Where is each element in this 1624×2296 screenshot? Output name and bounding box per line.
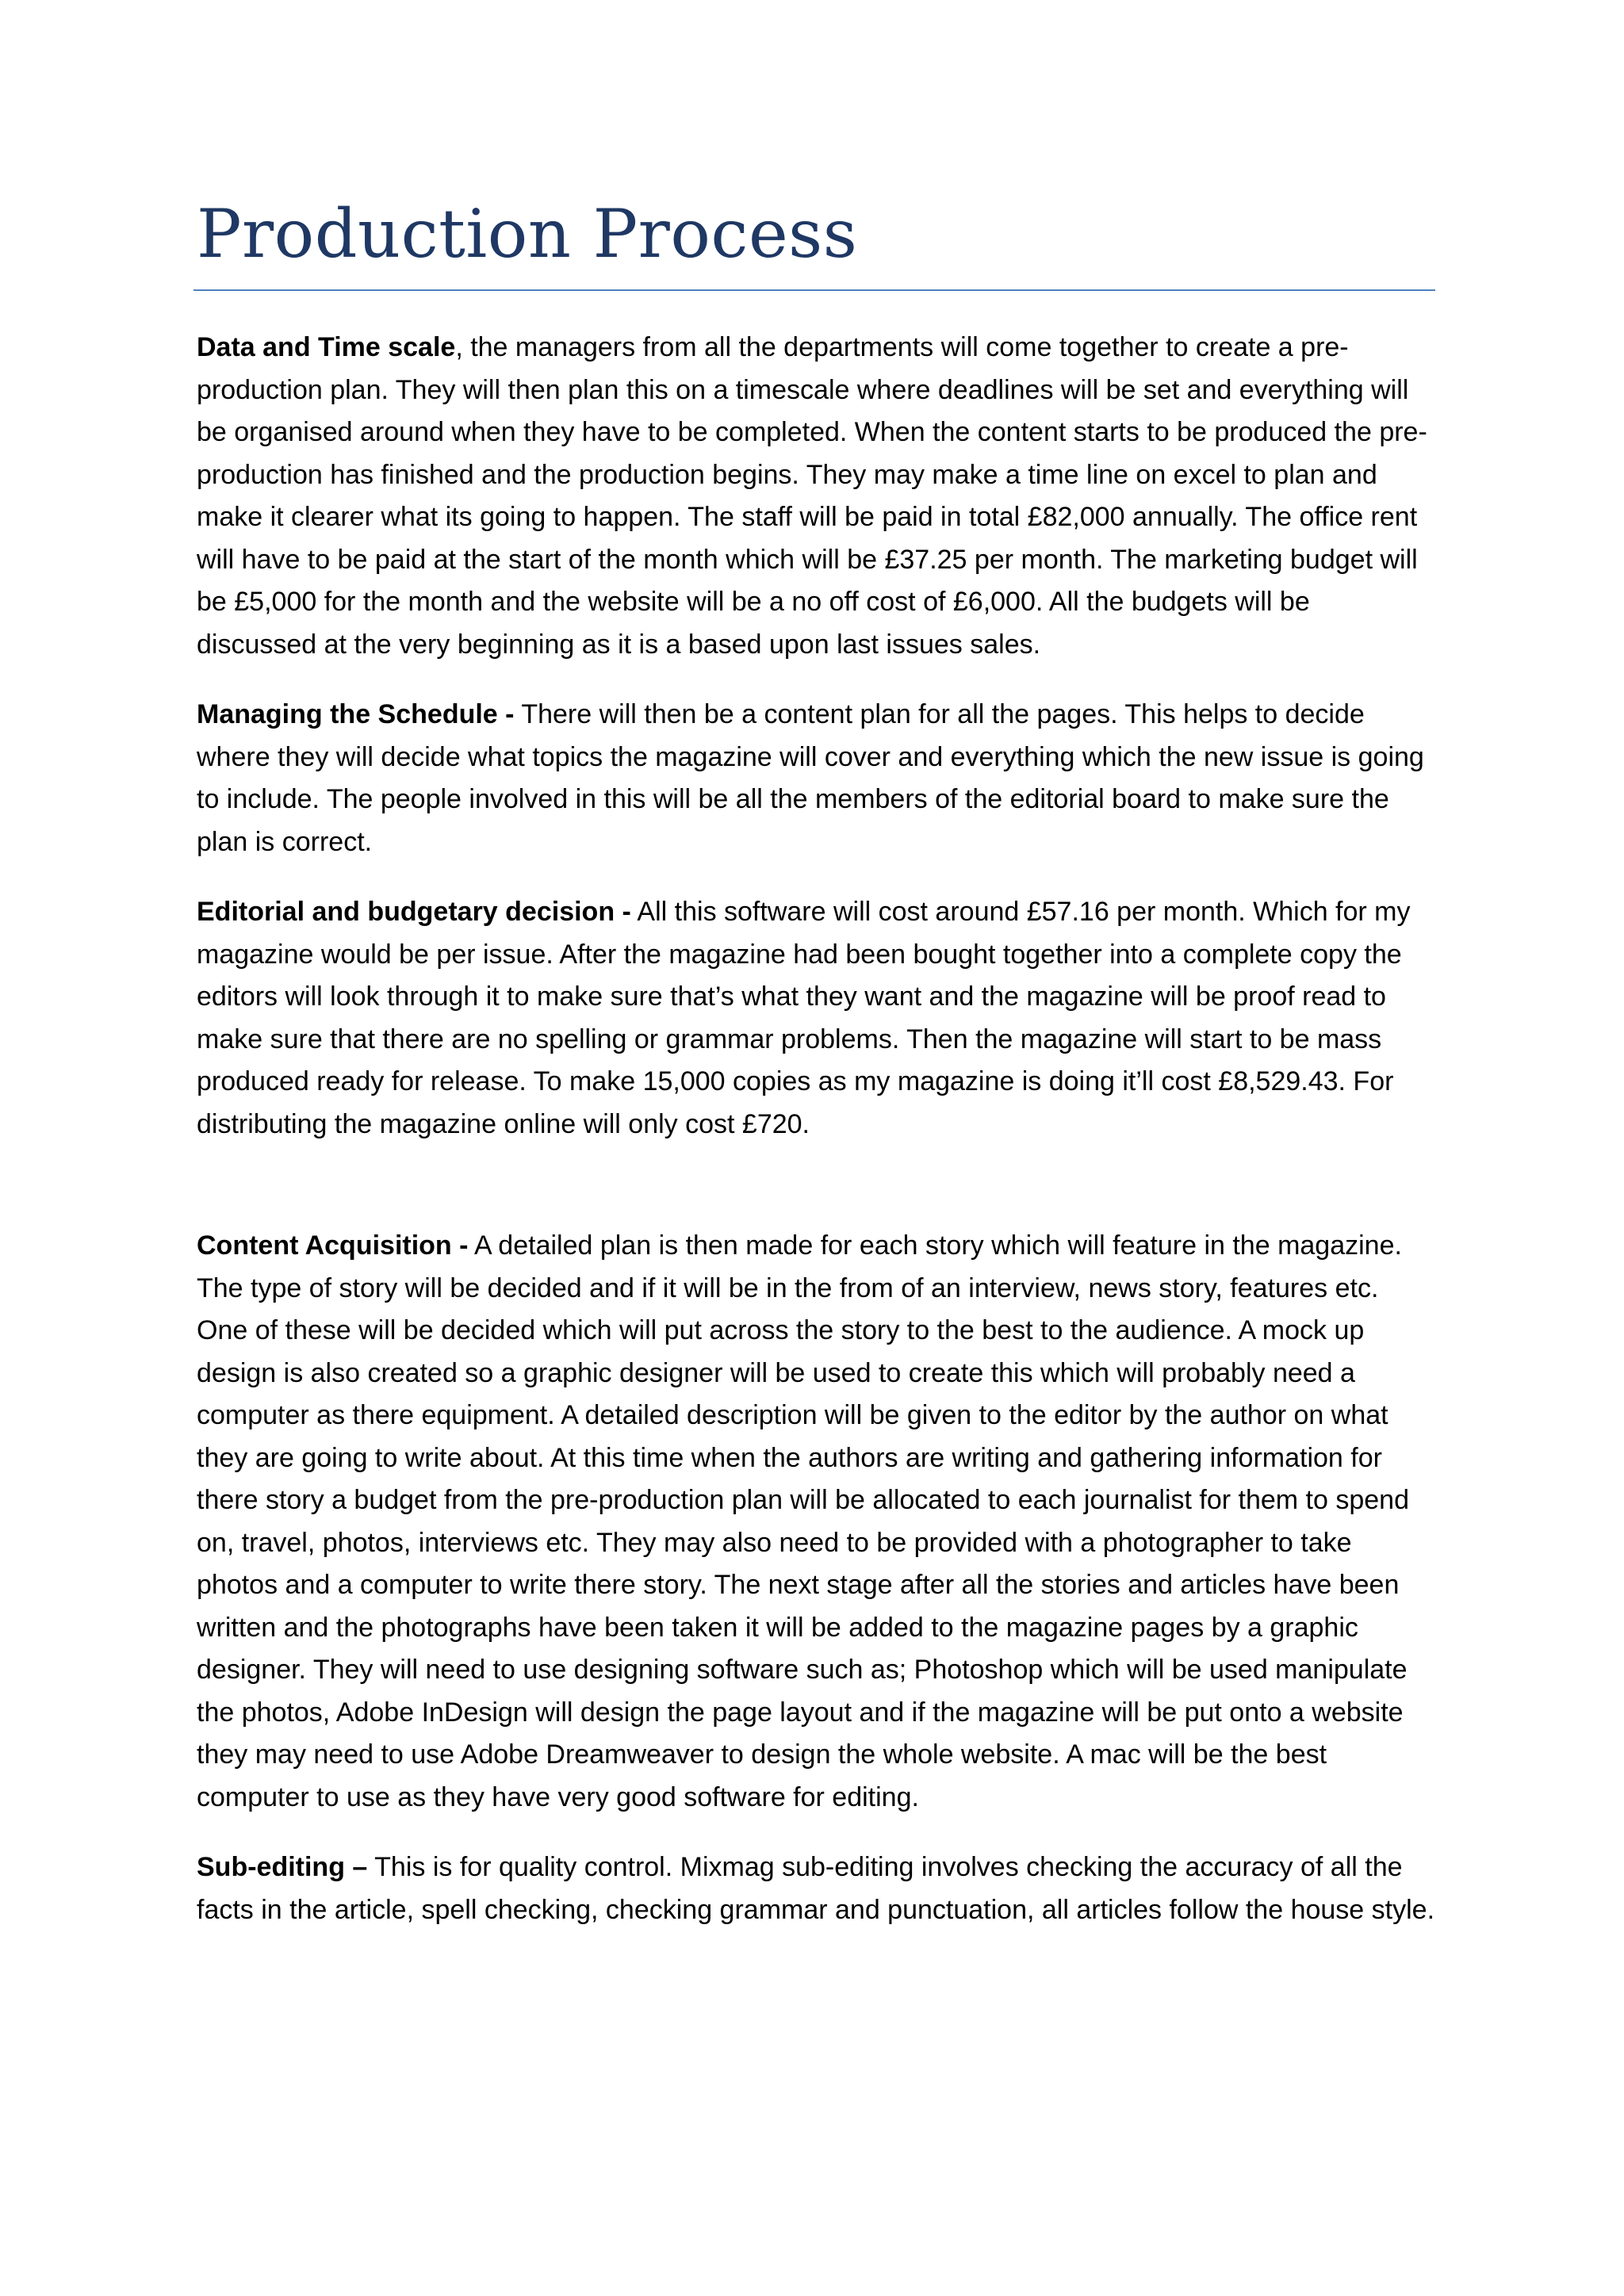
- paragraph-text: This is for quality control. Mixmag sub-editing involves checking the accuracy of all the facts in the article, spell checking, checking grammar and punctuation, all articles follow the house style.: [197, 1852, 1435, 1925]
- paragraph-heading: Sub-editing –: [197, 1852, 368, 1882]
- paragraph-text: A detailed plan is then made for each story which will feature in the magazine. The type of story will be decided and if it will be in the from of an interview, news story, features etc. One of these will be decided which will put across the story to the best to the audience. A mock up design is also created so a graphic designer will be used to create this which will probably need a computer as there equipment. A detailed description will be given to the editor by the author on what they are going to write about. At this time when the authors are writing and gathering information for there story a budget from the pre-production plan will be allocated to each journalist for them to spend on, travel, photos, interviews etc. They may also need to be provided with a photographer to take photos and a computer to write there story. The next stage after all the stories and articles have been written and the photographs have been taken it will be added to the magazine pages by a graphic designer. They will need to use designing software such as; Photoshop which will be used manipulate the photos, Adobe InDesign will design the page layout and if the magazine will be put onto a website they may need to use Adobe Dreamweaver to design the whole website. A mac will be the best computer to use as they have very good software for editing.: [197, 1230, 1409, 1812]
- paragraph-heading: Content Acquisition -: [197, 1230, 469, 1261]
- title-divider: [193, 289, 1435, 291]
- paragraph-editorial-and-budgetary-decision: [197, 891, 1435, 1146]
- document-body: [197, 327, 1435, 1959]
- paragraph-text: There will then be a content plan for all the pages. This helps to decide where they will decide what topics the magazine will cover and everything which the new issue is going to include. The people involved in this will be all the members of the editorial board to make sure the plan is correct.: [197, 699, 1424, 857]
- paragraph-data-and-time-scale: [197, 327, 1435, 666]
- page-title: Production Process: [197, 195, 858, 273]
- paragraph-heading: Data and Time scale: [197, 332, 456, 362]
- paragraph-heading: Managing the Schedule -: [197, 699, 515, 729]
- paragraph-text: All this software will cost around £57.16 per month. Which for my magazine would be per issue. After the magazine had been bought together into a complete copy the editors will look through it to make sure that’s what they want and the magazine will be proof read to make sure that there are no spelling or grammar problems. Then the magazine will start to be mass produced ready for release. To make 15,000 copies as my magazine is doing it’ll cost £8,529.43. For distributing the magazine online will only cost £720.: [197, 897, 1411, 1139]
- paragraph-heading: Editorial and budgetary decision -: [197, 897, 631, 927]
- paragraph-text: , the managers from all the departments will come together to create a pre-production plan. They will then plan this on a timescale where deadlines will be set and everything will be organised around when they have to be completed. When the content starts to be produced the pre-production has finished and the production begins. They may make a time line on excel to plan and make it clearer what its going to happen. The staff will be paid in total £82,000 annually. The office rent will have to be paid at the start of the month which will be £37.25 per month. The marketing budget will be £5,000 for the month and the website will be a no off cost of £6,000. All the budgets will be discussed at the very beginning as it is a based upon last issues sales.: [197, 332, 1427, 660]
- paragraph-managing-the-schedule: [197, 694, 1435, 863]
- paragraph-sub-editing: [197, 1846, 1435, 1931]
- paragraph-content-acquisition: [197, 1225, 1435, 1819]
